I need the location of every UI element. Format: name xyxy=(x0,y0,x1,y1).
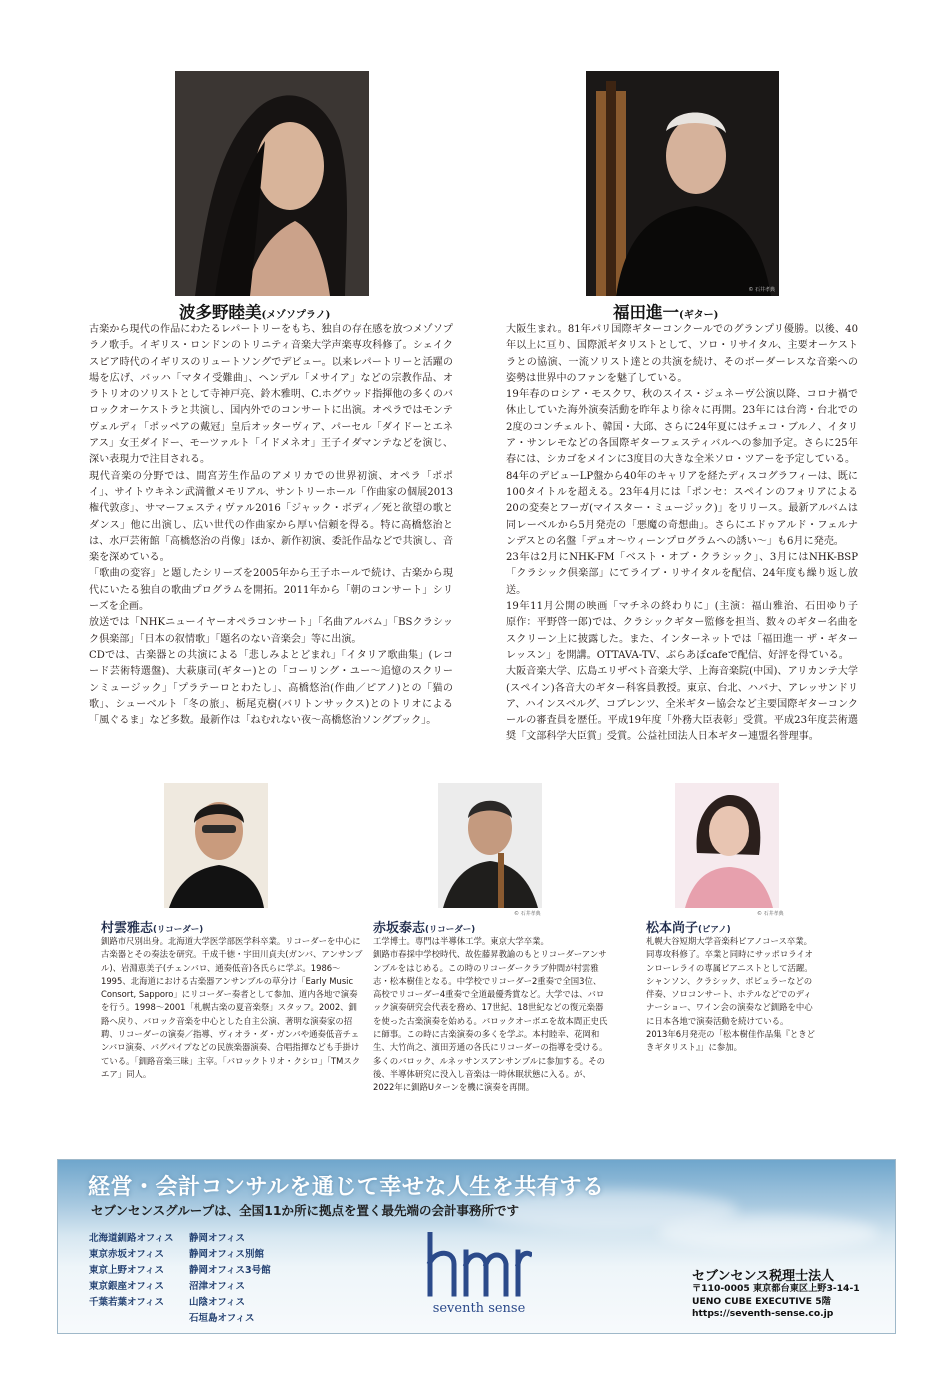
fukuda-bio-paragraph: 19年春のロシア・モスクワ、秋のスイス・ジュネーヴ公演以降、コロナ禍で休止していた海外演奏活動を昨年より徐々に再開。23年には台湾・台北での2度のコンチェルト、韓国・大邱、さらに24年夏にはチェコ・ブルノ、イタリア・サンレモなどの各国際ギターフェスティバルへの参加予定。さらに25年春には、シカゴをメインに3度目の大きな全米ソロ・ツアーを予定している。 xyxy=(506,389,858,466)
office-list-right xyxy=(189,1231,271,1327)
fukuda-portrait xyxy=(586,71,779,296)
matsumoto-role: (ピアノ) xyxy=(698,925,731,935)
office-item: 沼津オフィス xyxy=(189,1281,245,1292)
akasaka-bio-paragraph: 釧路市春採中学校時代、故佐藤昇教諭のもとリコーダーアンサンブルをはじめる。この時のリコーダークラブ仲間が村雲雅志・松本樹佳となる。中学校でリコーダー2重奏で全国3位、高校でリコーダー4重奏で全道最優秀賞など。大学では、バロック演奏研究会代表を務め、17世紀、18世紀などの復元楽器を使った古楽演奏を始める。バロックオーボエを故本間正史氏に師事。この時に古楽演奏の多くを学ぶ。本村睦幸、花岡和生、大竹尚之、濱田芳通の各氏にリコーダーの指導を受ける。多くのバロック、ルネッサンスアンサンブルに参加する。その後、半導体研究に没入し音楽は一時休眠状態に入る。が、2022年に釧路Uターンを機に演奏を再開。 xyxy=(373,949,608,1093)
matsumoto-name-text: 松本尚子 xyxy=(646,921,699,936)
fukuda-bio-paragraph: 大阪生まれ。81年パリ国際ギターコンクールでのグランプリ優勝。以後、40年以上に亘り、国際派ギタリストとして、ソロ・リサイタル、主要オーケストラとの協演、一流ソリスト達との共演を続け、そのボーダーレスな音楽への姿勢は世界中のファンを魅了している。 xyxy=(506,324,858,384)
fukuda-name-text: 福田進一 xyxy=(613,303,679,322)
matsumoto-photo-credit: © 石井孝典 xyxy=(757,911,784,917)
firm-name: セブンセンス税理士法人 xyxy=(692,1269,835,1284)
office-item: 石垣島オフィス xyxy=(189,1313,255,1324)
office-item: 東京銀座オフィス xyxy=(89,1281,164,1292)
hatano-bio-paragraph: 古楽から現代の作品にわたるレパートリーをもち、独自の存在感を放つメゾソプラノ歌手。イギリス・ロンドンのトリニティ音楽大学声楽専攻科修了。シェイクスピア時代のイギリスのリュートソングでデビュー。以来レパートリーと活躍の場を広げ、バッハ「マタイ受難曲」、ヘンデル「メサイア」などの宗教作品、オラトリオのソリストとして寺神戸亮、鈴木雅明、C.ホグウッド指揮他の多くのバロックオーケストラと共演し、国内外でのコンサートに出演。オペラではモンテヴェルディ「ポッペアの戴冠」皇后オッターヴィア、パーセル「ダイドーとエネアス」女王ダイドー、モーツァルト「イドメネオ」王子イダマンテなどを演じ、深い表現力で注目される。 xyxy=(89,324,453,466)
hatano-bio-paragraph: 現代音楽の分野では、間宮芳生作品のアメリカでの世界初演、オペラ「ポポイ」、サイトウキネン武満徹メモリアル、サントリーホール「作曲家の個展2013権代敦彦」、サマーフェスティヴァル2016「ジャック・ボディ／死と欲望の歌とダンス」他に出演し、広い世代の作曲家から厚い信頼を得る。特に高橋悠治とは、水戸芸術館「高橋悠治の肖像」ほか、新作初演、委託作品などで共演し、音楽を深めている。 xyxy=(89,470,453,564)
office-item: 山陰オフィス xyxy=(189,1297,245,1308)
akasaka-role: (リコーダー) xyxy=(425,925,476,935)
akasaka-portrait xyxy=(438,783,542,908)
office-item: 静岡オフィス3号館 xyxy=(189,1265,271,1276)
office-item: 北海道釧路オフィス xyxy=(89,1233,174,1244)
office-item: 静岡オフィス xyxy=(189,1233,245,1244)
seventh-sense-logo-icon xyxy=(422,1232,532,1298)
murakumo-portrait xyxy=(164,783,268,908)
office-item: 千葉若葉オフィス xyxy=(89,1297,164,1308)
matsumoto-bio xyxy=(646,935,818,1055)
hatano-bio-paragraph: CDでは、古楽器との共演による「悲しみよとどまれ」「イタリア歌曲集」(レコード芸術特選盤)、大萩康司(ギター)との「コーリング・ユー〜追憶のスクリーンミュージック」「プラテーロとわたし」、高橋悠治(作曲／ピアノ)との「猫の歌」、シューベルト「冬の旅」、栃尾克樹(バリトンサックス)とのトリオによる「風ぐるま」など多数。最新作は「ねむれない夜〜高橋悠治ソングブック」。 xyxy=(89,649,453,727)
hatano-role: (メゾソプラノ) xyxy=(261,310,331,321)
fukuda-bio-paragraph: 84年のデビューLP盤から40年のキャリアを経たディスコグラフィーは、既に100タイトルを超える。23年4月には「ポンセ：スペインのフォリアによる20の変奏とフーガ(マイスター・ミュージック)」をリリース。最新アルバムは同レーベルから5月発売の「悪魔の奇想曲」。さらにエドゥアルド・フェルナンデスとの名盤「デュオ〜ウィーンプログラムへの誘い〜」も6月に発売。 xyxy=(506,470,858,547)
matsumoto-bio-paragraph: シャンソン、クラシック、ポピュラーなどの伴奏、ソロコンサート、ホテルなどでのディナーショー、ワイン会の演奏など釧路を中心に日本各地で演奏活動を続けている。 xyxy=(646,975,813,1026)
office-item: 東京赤坂オフィス xyxy=(89,1249,164,1260)
murakumo-role: (リコーダー) xyxy=(153,925,204,935)
matsumoto-portrait xyxy=(675,783,779,908)
firm-address xyxy=(692,1283,860,1321)
fukuda-role: (ギター) xyxy=(679,310,719,321)
akasaka-bio xyxy=(373,935,609,1095)
matsumoto-name xyxy=(646,917,731,936)
address-line: 〒110-0005 東京都台東区上野3-14-1 xyxy=(692,1283,860,1294)
fukuda-photo-credit: © 石井孝典 xyxy=(748,287,775,293)
hatano-bio xyxy=(89,322,453,729)
hatano-bio-paragraph: 「歌曲の変容」と題したシリーズを2005年から王子ホールで続け、古楽から現代にいたる独自の歌曲プログラムを開拓。2011年から「朝のコンサート」シリーズを企画。 xyxy=(89,568,453,613)
office-item: 東京上野オフィス xyxy=(89,1265,164,1276)
murakumo-name-text: 村雲雅志 xyxy=(101,921,154,936)
hatano-portrait xyxy=(175,71,369,296)
advertisement-banner xyxy=(57,1159,896,1334)
akasaka-photo-credit: © 石井孝典 xyxy=(514,911,541,917)
banner-subtitle: セブンセンスグループは、全国11か所に拠点を置く最先端の会計事務所です xyxy=(91,1203,520,1218)
matsumoto-bio-paragraph: 札幌大谷短期大学音楽科ピアノコース卒業。同専攻科修了。卒業と同時にサッポロライオンローレライの専属ピアニストとして活躍。 xyxy=(646,936,813,973)
akasaka-name-text: 赤坂泰志 xyxy=(373,921,426,936)
hatano-name-text: 波多野睦美 xyxy=(179,303,262,322)
cloud-decoration xyxy=(658,1215,878,1250)
hatano-name xyxy=(179,299,330,323)
fukuda-bio xyxy=(506,322,869,746)
fukuda-name xyxy=(613,299,718,323)
fukuda-bio-paragraph: 23年は2月にNHK-FM「ベスト・オブ・クラシック」、3月にはNHK-BSP「クラシック倶楽部」にてライブ・リサイタルを配信、24年度も繰り返し放送。 xyxy=(506,552,858,596)
website-url[interactable]: https://seventh-sense.co.jp xyxy=(692,1308,834,1319)
address-line: UENO CUBE EXECUTIVE 5階 xyxy=(692,1295,831,1307)
matsumoto-bio-paragraph: 2013年6月発売の「松本樹佳作品集『ときどきギタリスト』」に参加。 xyxy=(646,1029,816,1053)
fukuda-bio-paragraph: 大阪音楽大学、広島エリザベト音楽大学、上海音楽院(中国)、アリカンテ大学(スペイン)各音大のギター科客員教授。東京、台北、ハバナ、アレッサンドリア、ハインスベルグ、コブレンツ、全米ギター協会など主要国際ギターコンクールの審査員を歴任。平成19年度「外務大臣表彰」受賞。平成23年度芸術選奨「文部科学大臣賞」受賞。公益社団法人日本ギター連盟名誉理事。 xyxy=(506,666,858,743)
murakumo-name xyxy=(101,917,203,936)
office-item: 静岡オフィス別館 xyxy=(189,1249,264,1260)
logo-text: seventh sense xyxy=(432,1301,526,1316)
office-list-left xyxy=(89,1231,173,1311)
banner-slogan: 経営・会計コンサルを通じて幸せな人生を共有する xyxy=(88,1174,605,1200)
akasaka-bio-paragraph: 工学博士。専門は半導体工学。東京大学卒業。 xyxy=(373,936,549,946)
murakumo-bio-paragraph: 釧路市尺別出身。北海道大学医学部医学科卒業。リコーダーを中心に古楽器とその奏法を研究。千成千徳・宇田川貞夫(ガンバ、アンサンブル)、岩淵恵美子(チェンバロ、通奏低音)各氏らに学ぶ。1986〜1995、北海道における古楽器アンサンブルの草分け「Early Music Consort, Sapporo」にリコーダー奏者として参加、道内各地で演奏を行う。1998〜2001「札幌古楽の夏音楽祭」スタッフ。2002、釧路へ戻り、バロック音楽を中心とした自主公演、著明な演奏家の招聘、リコーダーの演奏／指導、ヴィオラ・ダ・ガンバや通奏低音チェンバロ演奏、バグパイプなどの民族楽器演奏、合唱指揮なども手掛けている。「釧路音楽三昧」主宰。「バロックトリオ・クシロ」「TMスクエア」同人。 xyxy=(101,936,363,1079)
akasaka-name xyxy=(373,917,475,936)
fukuda-bio-paragraph: 19年11月公開の映画「マチネの終わりに」(主演：福山雅治、石田ゆり子 原作：平野啓一郎)では、クラシックギター監修を担当、数々のギター名曲をスクリーン上に披露した。また、インターネットでは「福田進一 ザ・ギターレッスン」を開講。OTTAVA-TV、ぶらあぼcafeで配信、好評を得ている。 xyxy=(506,601,869,661)
murakumo-bio xyxy=(101,935,364,1081)
hatano-bio-paragraph: 放送では「NHKニューイヤーオペラコンサート」「名曲アルバム」「BSクラシック倶楽部」「日本の叙情歌」「題名のない音楽会」等に出演。 xyxy=(89,617,453,645)
